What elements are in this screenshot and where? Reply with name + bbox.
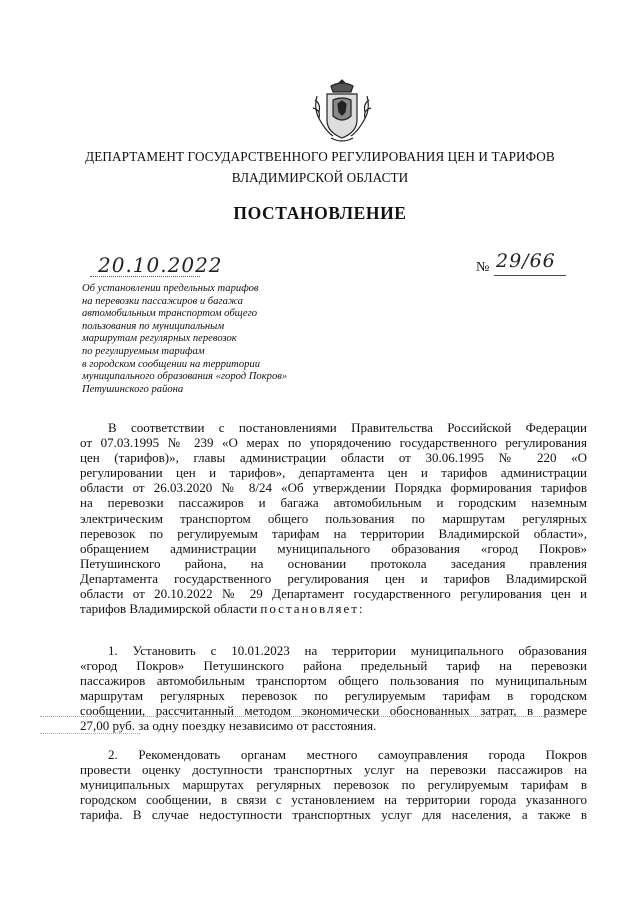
subject-line: Об установлении предельных тарифов <box>82 283 259 294</box>
text-line: на перевозки пассажиров и багажа автомобильным и городским наземным <box>80 495 587 511</box>
text-line: Петушинского района, на основании протокола заседания правления <box>80 555 587 571</box>
subject-line: маршрутам регулярных перевозок <box>82 333 237 345</box>
document-number: 29/66 <box>496 250 556 272</box>
text-line: 27,00 руб. за одну поездку независимо от расстояния. <box>80 718 377 734</box>
department-name-line1: ДЕПАРТАМЕНТ ГОСУДАРСТВЕННОГО РЕГУЛИРОВАНИЯ ЦЕН И ТАРИФОВ <box>85 149 555 164</box>
coat-of-arms-emblem <box>311 78 373 144</box>
document-subject <box>82 283 342 396</box>
text-line: от 07.03.1995 № 239 «О мерах по упорядочению государственного регулирования <box>80 435 587 451</box>
text-line: В соответствии с постановлениями Правительства Российской Федерации <box>108 420 587 435</box>
text-line: 2. Рекомендовать органам местного самоуправления города Покров <box>108 747 587 762</box>
subject-line: автомобильным транспортом общего <box>82 308 258 320</box>
subject-line: по регулируемым тарифам <box>82 345 205 357</box>
text-line: перевозок по регулируемым тарифам на территории Владимирской области», <box>80 525 587 541</box>
text-line: обращением администрации муниципального образования «город Покров» <box>80 540 587 556</box>
scan-artifact <box>40 716 560 718</box>
text-line: регулировании цен и тарифов», департамента цен и тарифов администрации <box>80 465 587 481</box>
text-line: городском сообщении, в связи с установлением на территории города указанного <box>80 792 587 808</box>
text-line: электрическим транспортом общего пользования по маршрутам регулярных <box>80 510 587 526</box>
text-line: области от 20.10.2022 № 29 Департамент государственного регулирования цен и <box>80 586 587 602</box>
text-line <box>80 601 587 616</box>
number-sign: № <box>476 260 490 275</box>
document-date: 20.10.2022 <box>98 253 223 277</box>
date-underline <box>90 276 200 278</box>
subject-line: на перевозки пассажиров и багажа <box>82 295 243 307</box>
text-line: тарифа. В случае недоступности транспортных услуг для населения, а также в <box>80 807 587 823</box>
text-fragment: тарифов Владимирской области <box>80 601 261 617</box>
text-line: пассажиров автомобильным транспортом общего пользования по муниципальным <box>80 673 587 689</box>
subject-line: в городском сообщении на территории <box>82 358 261 370</box>
resolution-word: постановляет: <box>260 601 365 617</box>
text-line: маршрутам регулярных перевозок по регулируемым тарифам в городском <box>80 688 587 704</box>
text-line: сообщении, рассчитанный методом экономически обоснованных затрат, в размере <box>80 703 587 719</box>
number-underline <box>494 275 566 277</box>
document-title: ПОСТАНОВЛЕНИЕ <box>233 203 407 223</box>
clause-2-paragraph <box>80 747 587 822</box>
scan-artifact <box>40 733 140 735</box>
text-line: области от 26.03.2020 № 8/24 «Об утверждении Порядка формирования тарифов <box>80 480 587 496</box>
subject-line: муниципального образования «город Покров» <box>82 371 288 383</box>
subject-line: Петушинского района <box>82 383 184 395</box>
text-line: «город Покров» Петушинского района предельный тариф на перевозки <box>80 658 587 674</box>
clause-1-paragraph <box>80 643 587 734</box>
text-line: цен (тарифов)», главы администрации области от 30.06.1995 № 220 «О <box>80 450 587 466</box>
text-line: провести оценку доступности транспортных услуг на перевозки пассажиров на <box>80 762 587 778</box>
preamble-paragraph <box>80 420 587 616</box>
text-line: 1. Установить с 10.01.2023 на территории муниципального образования <box>108 643 587 658</box>
text-line: муниципальных маршрутах регулярных перевозок по регулируемым тарифам в <box>80 777 587 793</box>
department-name-line2: ВЛАДИМИРСКОЙ ОБЛАСТИ <box>231 170 409 185</box>
text-line: Департамента государственного регулирования цен и тарифов Владимирской <box>80 570 587 586</box>
subject-line: пользования по муниципальным <box>82 320 225 332</box>
